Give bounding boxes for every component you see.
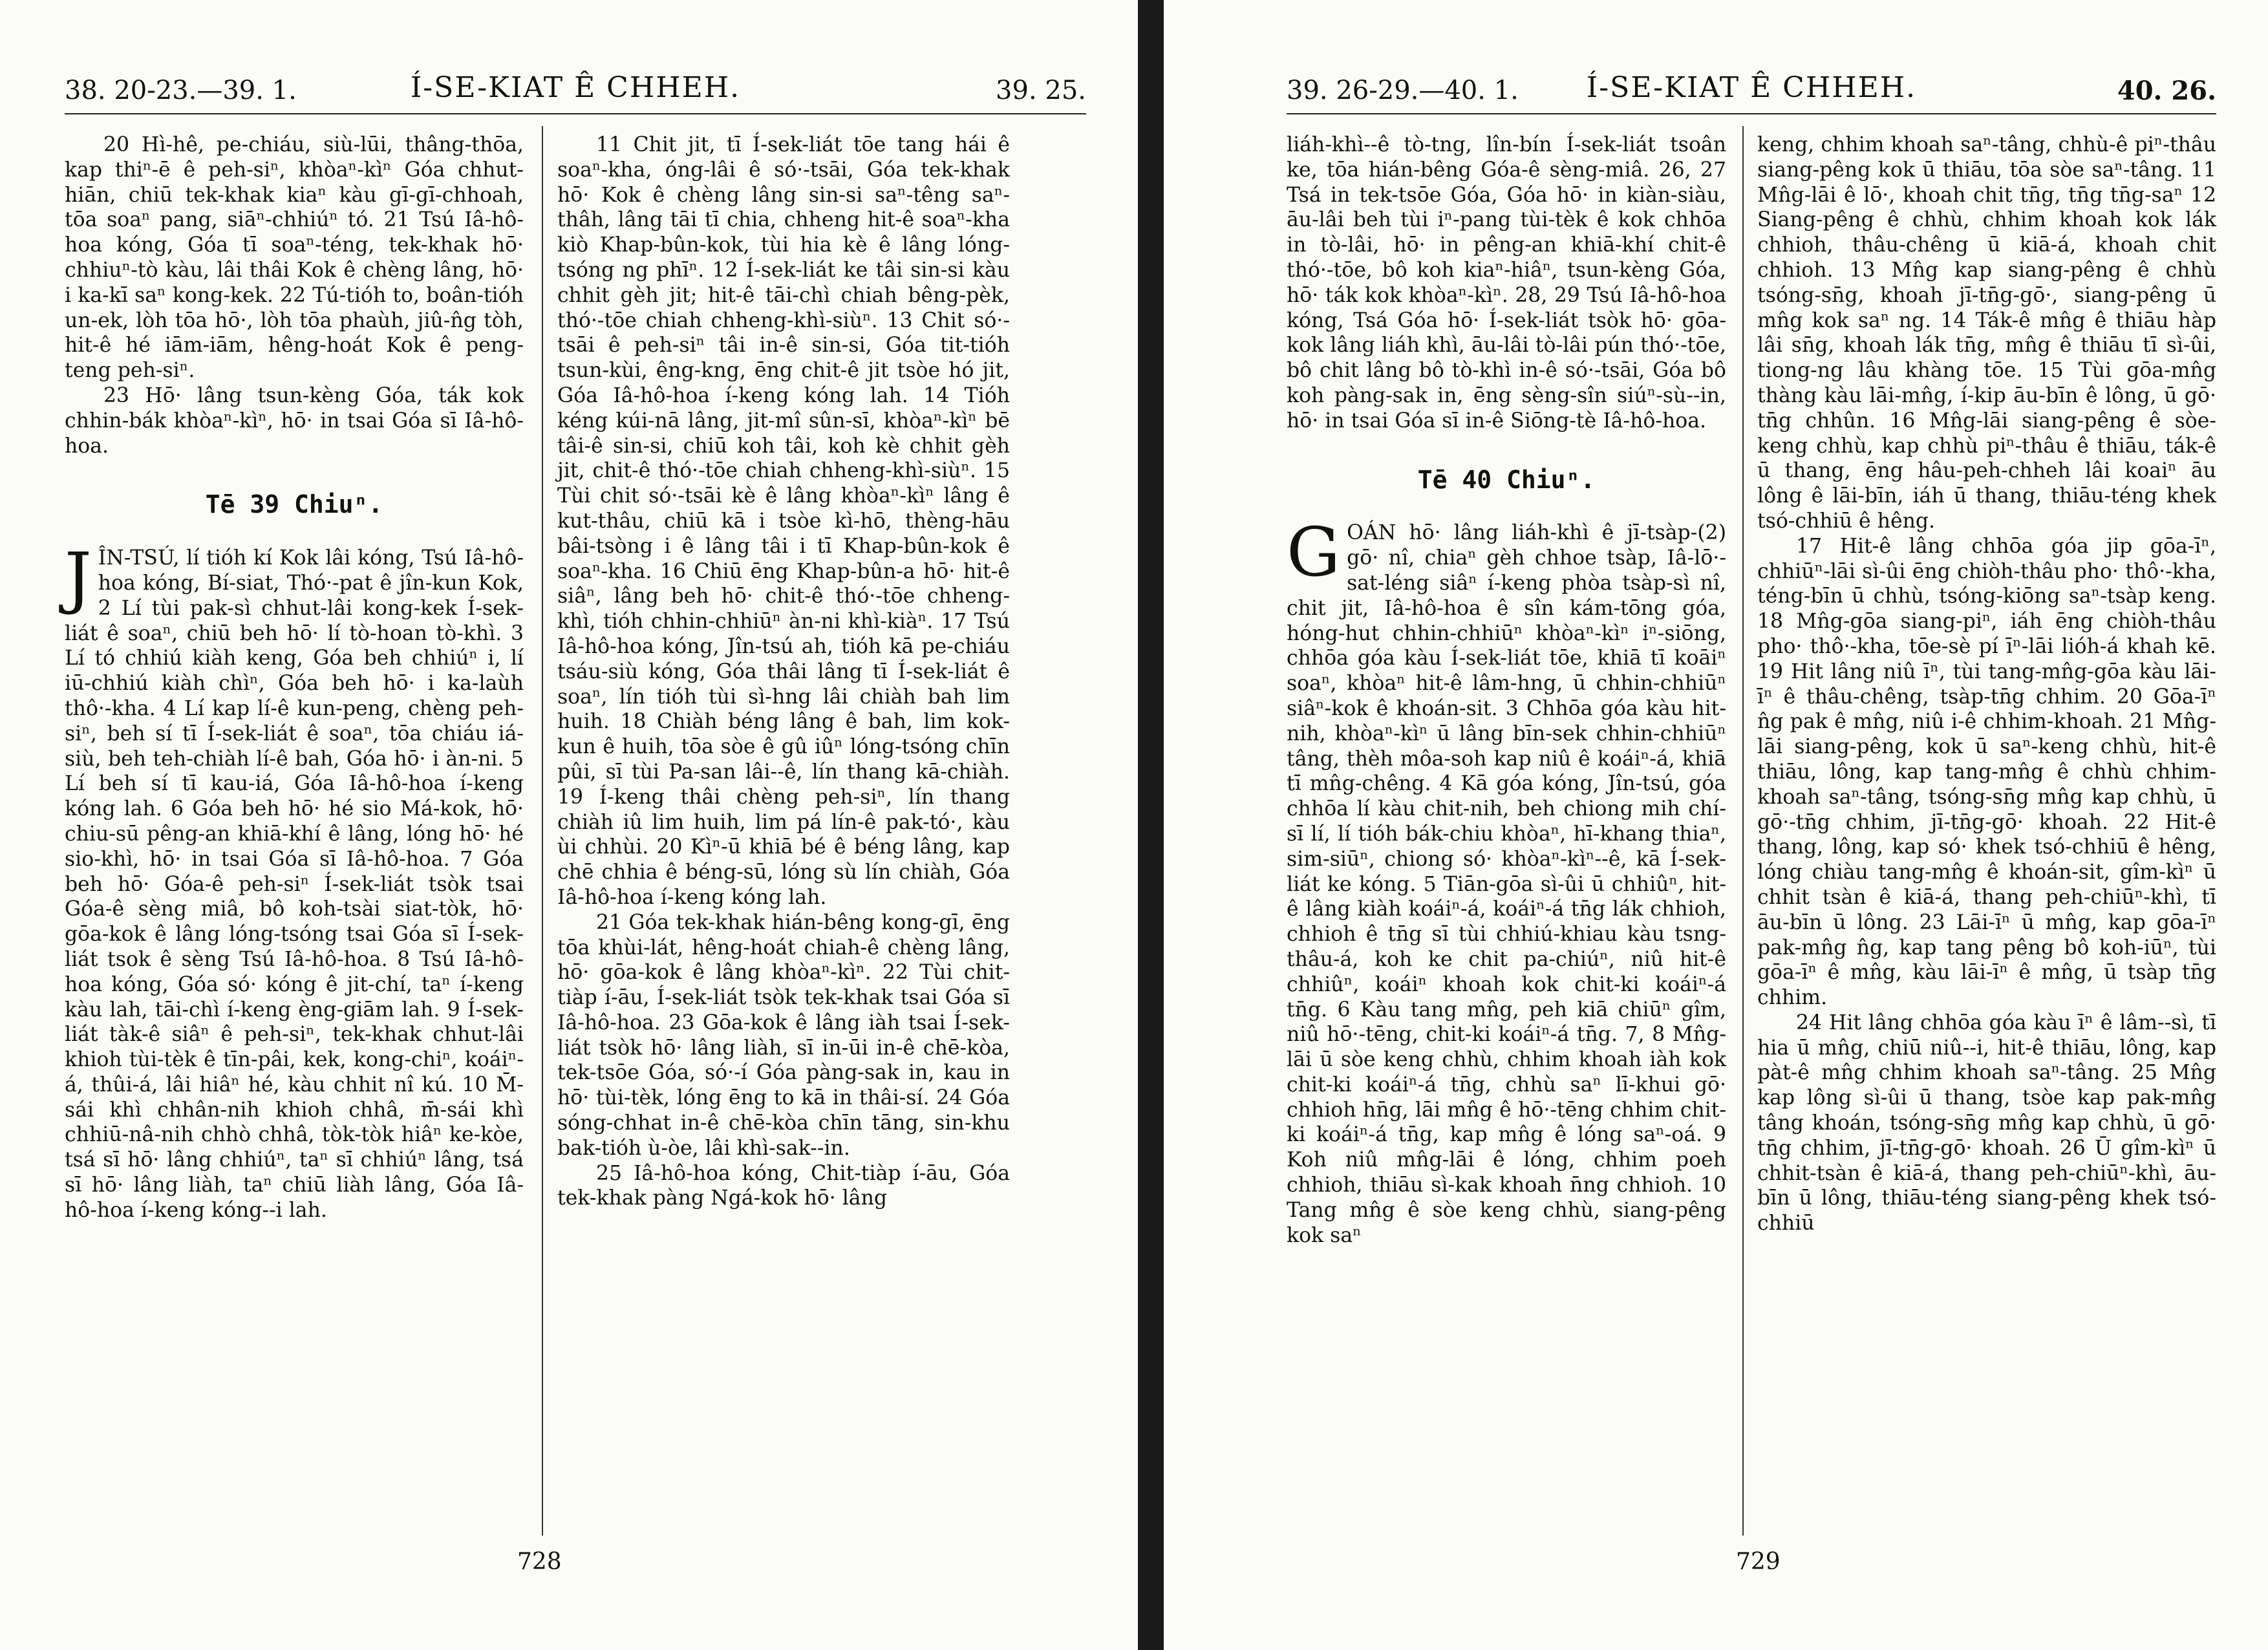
paragraph: 23 Hō· lâng tsun-kèng Góa, ták kok chhin-bák khòaⁿ-kìⁿ, hō· in tsai Góa sī Iâ-hô-hoa. <box>65 383 524 458</box>
header-end-verse: 40. 26. <box>2117 76 2216 106</box>
right-page <box>1164 0 2268 1650</box>
chapter-heading: Tē 39 Chiuⁿ. <box>205 490 383 519</box>
header-verse-range: 38. 20-23.—39. 1. <box>65 76 297 105</box>
column-divider <box>542 126 543 1536</box>
book-gutter <box>1138 0 1164 1650</box>
paragraph-text: OÁN hō· lâng liáh-khì ê jī-tsàp-(2) gō· nî, chiaⁿ gèh chhoe tsàp, Iâ-lō·-sat-léng siâⁿ í-keng phòa tsàp-sì nî, chit jit, Iâ-hô-hoa ê sîn kám-tōng góa, hóng-hut chhin-chhiūⁿ khòaⁿ-kìⁿ iⁿ-siōng, chhōa góa kàu Í-sek-liát tōe, khiā tī koāiⁿ soaⁿ, khòaⁿ hit-ê lâm-hng, ū chhin-chhiūⁿ siâⁿ-kok ê khoán-sit. 3 Chhōa góa kàu hit-nih, khòaⁿ-kìⁿ ū lâng bīn-sek chhin-chhiūⁿ tâng, thèh môa-soh kap niû ê koáiⁿ-á, khiā tī mn̂g-chêng. 4 Kā góa kóng, Jîn-tsú, góa chhōa lí kàu chit-nih, beh chiong mih chí-sī lí, lí tióh bák-chiu khòaⁿ, hī-khang thiaⁿ, sim-siūⁿ, chiong só· khòaⁿ-kìⁿ--ê, kā Í-sek-liát ke kóng. 5 Tiān-gōa sì-ûi ū chhiûⁿ, hit-ê lâng kiàh koáiⁿ-á, koáiⁿ-á tn̄g lák chhioh, chhioh ê tn̄g sī tùi chhiú-khiau kàu tsng-thâu-á, koh ke chit pa-chiúⁿ, niû hit-ê chhiûⁿ, koáiⁿ khoah kok chit-ki koáiⁿ-á tn̄g. 6 Kàu tang mn̂g, peh kiā chiūⁿ gîm, niû hō·-tēng, chit-ki koáiⁿ-á tn̄g. 7, 8 Mn̂g-lāi ū sòe keng chhù, chhim khoah iàh kok chit-ki koáiⁿ-á tn̄g, chhù saⁿ lī-khui gō· chhioh hn̄g, lāi mn̂g ê hō·-tēng chhim chit-ki koáiⁿ-á tn̄g, kap mn̂g ê lóng saⁿ-oá. 9 Koh niû mn̂g-lāi ê lóng, chhim poeh chhioh, thiāu sì-kak khoah n̄ng chhioh. 10 Tang mn̂g ê sòe keng chhù, siang-pêng kok saⁿ <box>1287 521 1726 1247</box>
header-end-verse: 39. 25. <box>996 76 1086 105</box>
running-header-right <box>1287 68 2216 114</box>
drop-cap: G <box>1287 513 1341 592</box>
running-header-left <box>65 68 1086 114</box>
paragraph: 20 Hì-hê, pe-chiáu, siù-lūi, thâng-thōa, kap thiⁿ-ē ê peh-siⁿ, khòaⁿ-kìⁿ Góa chhut-hiān, chiū tek-khak kiaⁿ kàu gī-gī-chhoah, tōa soaⁿ pang, siāⁿ-chhiúⁿ tó. 21 Tsú Iâ-hô-hoa kóng, Góa tī soaⁿ-téng, tek-khak hō· chhiuⁿ-tò kàu, lâi thâi Kok ê chèng lâng, hō· i ka-kī saⁿ kong-kek. 22 Tú-tióh to, boân-tióh un-ek, lòh tōa hō·, lòh tōa phaùh, jiû-n̂g tòh, hit-ê hé iām-iām, hêng-hoát Kok ê peng-teng peh-siⁿ. <box>65 133 524 383</box>
paragraph: liáh-khì--ê tò-tng, lîn-bín Í-sek-liát tsoân ke, tōa hián-bêng Góa-ê sèng-miâ. 26, 27 Tsá in tek-tsōe Góa, Góa hō· in kiàn-siàu, āu-lâi beh tùi iⁿ-pang tùi-tèk ê kok chhōa in tò-lâi, hō· in pêng-an khiā-khí chit-ê thó·-tōe, bô koh kiaⁿ-hiâⁿ, tsun-kèng Góa, hō· ták kok khòaⁿ-kìⁿ. 28, 29 Tsú Iâ-hô-hoa kóng, Tsá Góa hō· Í-sek-liát tsòk hō· gōa-kok lâng liáh khì, āu-lâi tò-lâi pún thó·-tōe, bô chit lâng bô tò-khì in-ê só·-tsāi, Góa bô koh pàng-sak in, ēng sèng-sîn siúⁿ-sù--in, hō· in tsai Góa sī in-ê Siōng-tè Iâ-hô-hoa. <box>1287 133 1726 433</box>
paragraph: keng, chhim khoah saⁿ-tâng, chhù-ê piⁿ-thâu siang-pêng kok ū thiāu, tōa sòe saⁿ-tâng. 11 Mn̂g-lāi ê lō·, khoah chit tn̄g, tn̄g tn̄g-saⁿ 12 Siang-pêng ê chhù, chhim khoah kok lák chhioh, thâu-chêng ū kiā-á, khoah chit chhioh. 13 Mn̂g kap siang-pêng ê chhù tsóng-sn̄g, khoah jī-tn̄g-gō·, siang-pêng ū mn̂g kok saⁿ ng. 14 Ták-ê mn̂g ê thiāu hàp lâi sn̄g, khoah lák tn̄g, mn̂g ê thiāu tī sì-ûi, tiong-ng lâu khàng tōe. 15 Tùi gōa-mn̂g thàng kàu lāi-mn̂g, í-kip āu-bīn ê lông, ū gō· tn̄g chhûn. 16 Mn̂g-lāi siang-pêng ê sòe-keng chhù, kap chhù piⁿ-thâu ê thiāu, ták-ê ū thang, ēng hâu-peh-chheh lâi koaiⁿ āu lông ê lāi-bīn, iáh ū thang, thiāu-téng khek tsó-chhiū ê hêng. <box>1757 133 2216 533</box>
paragraph-text: ÎN-TSÚ, lí tióh kí Kok lâi kóng, Tsú Iâ-hô-hoa kóng, Bí-siat, Thó·-pat ê jîn-kun Kok, 2 Lí tùi pak-sì chhut-lâi kong-kek Í-sek-liát ê soaⁿ, chiū beh hō· lí tò-hoan tò-khì. 3 Lí tó chhiú kiàh keng, Góa beh chhiúⁿ i, lí iū-chhiú kiàh chìⁿ, Góa beh hō· i ka-laùh thô·-kha. 4 Lí kap lí-ê kun-peng, chèng peh-siⁿ, beh sí tī Í-sek-liát ê soaⁿ, tōa chiáu iá-siù, beh teh-chiàh lí-ê bah, Góa hō· i àn-ni. 5 Lí beh sí tī kau-iá, Góa Iâ-hô-hoa í-keng kóng lah. 6 Góa beh hō· hé sio Má-kok, hō· chiu-sū pêng-an khiā-khí ê lâng, lóng hō· hé sio-khì, hō· in tsai Góa sī Iâ-hô-hoa. 7 Góa beh hō· Góa-ê peh-siⁿ Í-sek-liát tsòk tsai Góa-ê sèng miâ, bô koh-tsài siat-tòk, hō· gōa-kok ê lâng lóng-tsóng tsai Góa sī Í-sek-liát tsok ê sèng Tsú Iâ-hô-hoa. 8 Tsú Iâ-hô-hoa kóng, Góa só· kóng ê jit-chí, taⁿ í-keng kàu lah, tāi-chì í-keng èng-giām lah. 9 Í-sek-liát tàk-ê siâⁿ ê peh-siⁿ, tek-khak chhut-lâi khioh tùi-tèk ê tīn-pâi, kek, kong-chiⁿ, koáiⁿ-á, thûi-á, lâi hiâⁿ hé, kàu chhit nî kú. 10 M̄-sái khì chhân-nih khioh chhâ, m̄-sái khì chhiū-nâ-nih chhò chhâ, tòk-tòk hiâⁿ ke-kòe, tsá sī hō· lâng chhiúⁿ, taⁿ sī chhiúⁿ lâng, tsá sī hō· lâng liàh, taⁿ chiū liàh lâng, Góa Iâ-hô-hoa í-keng kóng--i lah. <box>65 546 524 1222</box>
paragraph: 21 Góa tek-khak hián-bêng kong-gī, ēng tōa khùi-lát, hêng-hoát chiah-ê chèng lâng, hō· gōa-kok ê lâng khòaⁿ-kìⁿ. 22 Tùi chit-tiàp í-āu, Í-sek-liát tsòk tek-khak tsai Góa sī Iâ-hô-hoa. 23 Gōa-kok ê lâng iàh tsai Í-sek-liát tsòk hō· lâng liàh, sī in-ūi in-ê chē-kòa, tek-tsōe Góa, só·-í Góa pàng-sak in, kau in hō· tùi-tèk, lóng ēng to kā in thâi-sí. 24 Góa sóng-chhat in-ê chē-kòa chīn tāng, sin-khu bak-tióh ù-òe, lâi khì-sak--in. <box>557 910 1010 1160</box>
paragraph <box>65 538 524 1223</box>
paragraph: 11 Chit jit, tī Í-sek-liát tōe tang hái ê soaⁿ-kha, óng-lâi ê só·-tsāi, Góa tek-khak hō· Kok ê chèng lâng sin-si saⁿ-têng saⁿ-thâh, lâng tāi tī chia, chheng hit-ê soaⁿ-kha kiò Khap-bûn-kok, tùi hia kè ê lâng lóng-tsóng ng phīⁿ. 12 Í-sek-liát ke tâi sin-si kàu chhit gèh jit; hit-ê tāi-chì chiah bêng-pèk, thó·-tōe chiah chheng-khì-siùⁿ. 13 Chit só·-tsāi ê peh-siⁿ tâi in-ê sin-si, Góa tit-tióh tsun-kùi, êng-kng, ēng chit-ê jit tsòe hó jit, Góa Iâ-hô-hoa í-keng kóng lah. 14 Tióh kéng kúi-nā lâng, jit-mî sûn-sī, khòaⁿ-kìⁿ bē tâi-ê sin-si, chiū koh tâi, koh kè chhit gèh jit, chit-ê thó·-tōe chiah chheng-khì-siùⁿ. 15 Tùi chit só·-tsāi kè ê lâng khòaⁿ-kìⁿ lâng ê kut-thâu, chiū kā i tsòe kì-hō, thèng-hāu bâi-tsòng i ê lâng tâi i tī Khap-bûn-kok ê soaⁿ-kha. 16 Chiū ēng Khap-bûn-a hō· hit-ê siâⁿ, lâng beh hō· chit-ê thó·-tōe chheng-khì, tióh chhin-chhiūⁿ àn-ni khì-kiàⁿ. 17 Tsú Iâ-hô-hoa kóng, Jîn-tsú ah, tióh kā pe-chiáu tsáu-siù kóng, Góa thâi lâng tī Í-sek-liát ê soaⁿ, lín tióh tùi sì-hng lâi chiàh bah lim huih. 18 Chiàh béng lâng ê bah, lim kok-kun ê huih, tōa sòe ê gû iûⁿ lóng-tsóng chīn pûi, sī tùi Pa-san lâi--ê, lín thang kā-chiàh. 19 Í-keng thâi chèng peh-siⁿ, lín thang chiàh iû lim huih, lim pá lín-ê pak-tó·, kàu ùi chhùi. 20 Kìⁿ-ū khiā bé ê béng lâng, kap chē chhia ê béng-sū, lóng sù lín chiàh, Góa Iâ-hô-hoa í-keng kóng lah. <box>557 133 1010 909</box>
paragraph <box>1287 513 1726 1248</box>
header-book-title: Í-SE-KIAT Ê CHHEH. <box>1586 71 1917 104</box>
left-page-column-1 <box>65 133 524 1223</box>
paragraph: 17 Hit-ê lâng chhōa góa jip gōa-īⁿ, chhiūⁿ-lāi sì-ûi ēng chiòh-thâu pho· thô·-kha, téng-bīn ū chhù, tsóng-kiōng saⁿ-tsàp keng. 18 Mn̂g-gōa siang-piⁿ, iáh ēng chiòh-thâu pho· thô·-kha, tōe-sè pí īⁿ-lāi lióh-á khah kē. 19 Hit lâng niû īⁿ, tùi tang-mn̂g-gōa kàu lāi-īⁿ ê thâu-chêng, tsàp-tn̄g chhim. 20 Gōa-īⁿ n̂g pak ê mn̂g, niû i-ê chhim-khoah. 21 Mn̂g-lāi siang-pêng, kok ū saⁿ-keng chhù, hit-ê thiāu, lông, kap tang-mn̂g ê chhù chhim-khoah saⁿ-tâng, tsóng-sn̄g mn̂g kap chhù, ū gō·-tn̄g chhim, jī-tn̄g-gō· khoah. 22 Hit-ê thang, lông, kap só· khek tsó-chhiū ê hêng, lóng chiàu tang-mn̂g ê khoán-sit, gîm-kìⁿ ū chhit tsàn ê kiā-á, thang peh-chiūⁿ-khì, tī āu-bīn ū lông. 23 Lāi-īⁿ ū mn̂g, kap gōa-īⁿ pak-mn̂g n̂g, kap tang pêng bô koh-iūⁿ, tùi gōa-īⁿ ê mn̂g, kàu lāi-īⁿ ê mn̂g, ū tsàp tn̄g chhim. <box>1757 534 2216 1010</box>
chapter-heading: Tē 40 Chiuⁿ. <box>1417 465 1596 494</box>
page-number: 729 <box>1736 1548 1781 1575</box>
column-divider <box>1742 126 1744 1536</box>
header-book-title: Í-SE-KIAT Ê CHHEH. <box>410 71 741 104</box>
header-verse-range: 39. 26-29.—40. 1. <box>1287 76 1519 105</box>
page-number: 728 <box>517 1548 562 1575</box>
right-page-column-2 <box>1757 133 2216 1236</box>
paragraph: 25 Iâ-hô-hoa kóng, Chit-tiàp í-āu, Góa tek-khak pàng Ngá-kok hō· lâng <box>557 1161 1010 1210</box>
left-page-column-2 <box>557 133 1010 1211</box>
paragraph: 24 Hit lâng chhōa góa kàu īⁿ ê lâm--sì, tī hia ū mn̂g, chiū niû--i, hit-ê thiāu, lông, kap pàt-ê mn̂g chhim khoah saⁿ-tâng. 25 Mn̂g kap lông sì-ûi ū thang, tsòe kap pak-mn̂g tâng khoán, tsóng-sn̄g mn̂g kap chhù, ū gō· tn̄g chhim, jī-tn̄g-gō· khoah. 26 Ū gîm-kìⁿ ū chhit-tsàn ê kiā-á, thang peh-chiūⁿ-khì, āu-bīn ū lông, thiāu-téng siang-pêng khek tsó-chhiū <box>1757 1011 2216 1236</box>
right-page-column-1 <box>1287 133 1726 1248</box>
drop-cap: J <box>65 538 92 617</box>
